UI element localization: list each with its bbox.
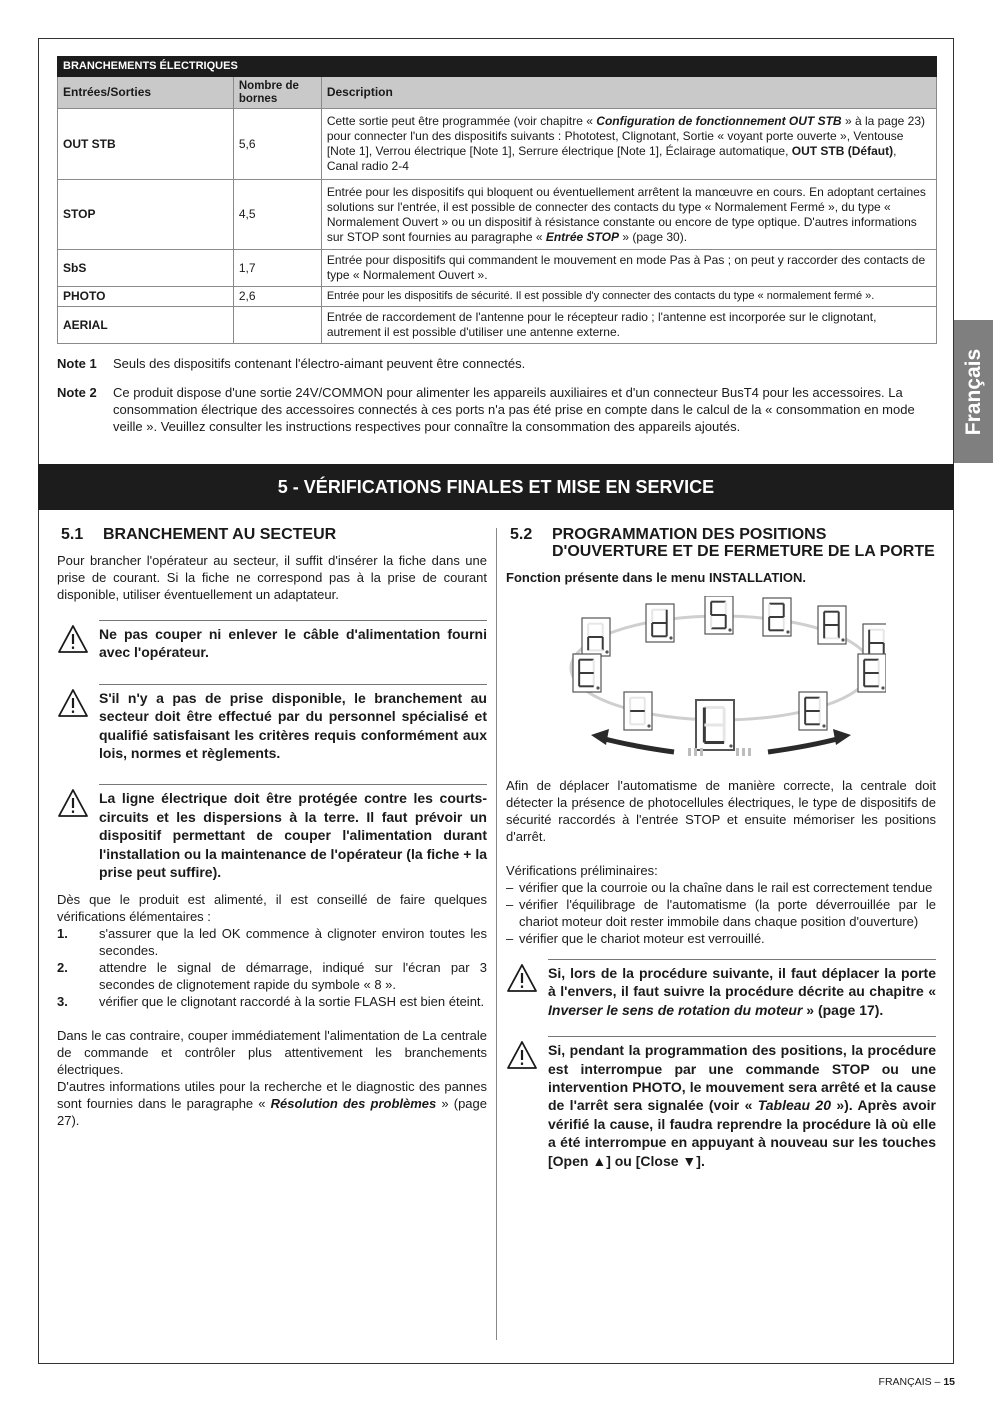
warning-text: Si, lors de la procédure suivante, il faut déplacer la porte à l'envers, il faut suivre la procédure décrite au chapitre « Inverser le sens de rotation du moteur » (page 17).	[548, 965, 936, 1018]
display-digit-9	[799, 692, 827, 730]
row-description: Entrée pour les dispositifs de sécurité. Il est possible d'y connecter des contacts du type « normalement fermé ».	[321, 287, 936, 307]
table-row	[58, 109, 937, 180]
row-terminals: 5,6	[233, 109, 321, 180]
list-item: – vérifier l'équilibrage de l'automatisme (la porte déverrouillée par le chariot moteur doit rester immobile dans chaque position d'ouverture)	[506, 897, 936, 929]
row-description: Entrée de raccordement de l'antenne pour le récepteur radio ; l'antenne est incorporée sur le clignotant, autrement il est possible d'utiliser une antenne externe.	[321, 307, 936, 344]
note-1	[57, 355, 937, 372]
section-5-1	[57, 526, 487, 1129]
display-digit-10	[858, 654, 886, 692]
warning-text: Ne pas couper ni enlever le câble d'alimentation fourni avec l'opérateur.	[99, 626, 487, 661]
section-5-2	[506, 526, 936, 1170]
left-arrow-icon	[601, 738, 674, 752]
row-description: Entrée pour dispositifs qui commandent le mouvement en mode Pas à Pas ; on peut y raccorder des contacts de type « Normalement Ouvert ».	[321, 250, 936, 287]
column-header-io: Entrées/Sorties	[58, 77, 234, 109]
list-item: 3. vérifier que le clignotant raccordé à la sortie FLASH est bien éteint.	[57, 994, 485, 1010]
table-row	[58, 307, 937, 344]
intro-paragraph: Pour brancher l'opérateur au secteur, il suffit d'insérer la fiche dans une prise de courant. Si la fiche ne correspond pas à la prise de courant disponible, utiliser éventuellement un adaptateur.	[57, 553, 487, 602]
note-label: Note 1	[57, 356, 97, 371]
page-number: 15	[943, 1376, 955, 1388]
page-footer: FRANÇAIS – 15	[878, 1376, 955, 1388]
warning-block	[99, 684, 487, 763]
row-terminals	[233, 307, 321, 344]
warning-icon	[506, 963, 538, 993]
display-digit-4	[818, 606, 846, 644]
left-arrowhead-icon	[591, 729, 609, 745]
row-terminals: 4,5	[233, 180, 321, 250]
column-divider	[496, 528, 497, 1340]
list-item: 2. attendre le signal de démarrage, indiqué sur l'écran par 3 secondes de clignotement rapide du symbole « 8 ».	[57, 960, 487, 993]
warning-block	[548, 959, 936, 1019]
column-header-terminals: Nombre de bornes	[233, 77, 321, 109]
warning-block	[99, 784, 487, 881]
language-tab-label: Français	[961, 348, 985, 435]
section-heading	[38, 464, 954, 510]
language-tab	[954, 320, 993, 463]
list-item: 1. s'assurer que la led OK commence à clignoter environ toutes les secondes.	[57, 926, 487, 959]
table-row	[58, 250, 937, 287]
row-name: STOP	[58, 180, 234, 250]
prelim-title: Vérifications préliminaires:	[506, 863, 658, 878]
display-digit-1	[646, 604, 674, 642]
section-5-2-heading	[506, 526, 936, 560]
function-note: Fonction présente dans le menu INSTALLATION.	[506, 570, 806, 585]
contrary-paragraph: Dans le cas contraire, couper immédiatement l'alimentation de La centrale de commande et contrôler plus attentivement les branchements électriques.	[57, 1028, 487, 1078]
list-item: – vérifier que le chariot moteur est verrouillé.	[506, 931, 765, 946]
column-header-description: Description	[321, 77, 936, 109]
section-5-1-heading	[57, 526, 487, 543]
display-digit-2	[705, 596, 733, 634]
row-name: SbS	[58, 250, 234, 287]
warning-text: S'il n'y a pas de prise disponible, le branchement au secteur doit être effectué par du personnel spécialisé et qualifié satisfaisant les critères requis conformément aux lois, normes et règlements.	[99, 689, 487, 762]
warning-icon	[57, 624, 89, 654]
connections-table	[57, 56, 937, 344]
row-terminals: 2,6	[233, 287, 321, 307]
table-row	[58, 180, 937, 250]
section-number: 5.1	[61, 526, 84, 543]
warning-block	[548, 1036, 936, 1170]
warning-block	[99, 620, 487, 662]
display-digit-6	[573, 654, 601, 692]
section-number: 5.2	[510, 526, 533, 543]
warning-text: Si, pendant la programmation des positions, la procédure est interrompue par une commande STOP ou une intervention PHOTO, le mouvement sera arrêté et la cause de l'arrêt sera signalée (voir « Tableau 20 »). Après avoir vérifié la cause, il faudra reprendre la procédure là où elle a été interrompue en appuyant à nouveau sur les touches [Open ▲] ou [Close ▼].	[548, 1042, 937, 1169]
row-terminals: 1,7	[233, 250, 321, 287]
row-name: AERIAL	[58, 307, 234, 344]
row-name: PHOTO	[58, 287, 234, 307]
right-arrowhead-icon	[833, 729, 851, 745]
note-2	[57, 384, 937, 435]
description-paragraph: Afin de déplacer l'automatisme de manière correcte, la centrale doit détecter la présence de photocellules électriques, le type de dispositifs de sécurité raccordés à l'entrée STOP et ensuite mémoriser les positions d'arrêt.	[506, 778, 936, 844]
checks-list	[57, 925, 487, 1010]
row-description: Entrée pour les dispositifs qui bloquent ou éventuellement arrêtent la manœuvre en cours. En adoptant certaines solutions sur l'entrée, il est possible de connecter des contacts du type « Normalement Fermé », du type « Normalement Ouvert » ou un dispositif à résistance constante ou encore de type optique. D'autres informations sur STOP sont fournies au paragraphe « Entrée STOP » (page 30).	[321, 180, 936, 250]
row-description: Cette sortie peut être programmée (voir chapitre « Configuration de fonctionnement OUT STB » à la page 23) pour connecter l'un des dispositifs suivants : Phototest, Clignotant, Sortie « voyant porte ouverte », Ventouse [Note 1], Verrou électrique [Note 1], Serrure électrique [Note 1], Éclairage automatique, OUT STB (Défaut), Canal radio 2-4	[321, 109, 936, 180]
warning-icon	[57, 688, 89, 718]
section-title: 5 - VÉRIFICATIONS FINALES ET MISE EN SERVICE	[277, 476, 715, 497]
section-heading-text: PROGRAMMATION DES POSITIONS D'OUVERTURE ET DE FERMETURE DE LA PORTE	[552, 526, 935, 560]
more-info-paragraph: D'autres informations utiles pour la recherche et le diagnostic des pannes sont fournies dans le paragraphe « Résolution des problèmes » (page 27).	[57, 1079, 487, 1129]
warning-icon	[506, 1040, 538, 1070]
prelim-list	[506, 879, 936, 947]
close-key: [Close ▼]	[635, 1152, 701, 1169]
table-title: BRANCHEMENTS ÉLECTRIQUES	[58, 57, 937, 77]
note-label: Note 2	[57, 385, 97, 400]
table-row	[58, 287, 937, 307]
row-name: OUT STB	[58, 109, 234, 180]
note-text: Ce produit dispose d'une sortie 24V/COMMON pour alimenter les appareils auxiliaires et d'un connecteur BusT4 pour les accessoires. La consommation électrique des accessoires connectés à ces ports n'a pas été prise en compte dans le calcul de la « consommation en mode veille ». Veuillez consulter les instructions respectives pour connaître la consommation des appareils ajoutés.	[113, 385, 915, 434]
display-digit-7	[624, 692, 652, 730]
checks-intro: Dès que le produit est alimenté, il est conseillé de faire quelques vérifications élémentaires :	[57, 892, 487, 925]
note-text: Seuls des dispositifs contenant l'électro-aimant peuvent être connectés.	[113, 356, 526, 371]
warning-text: La ligne électrique doit être protégée contre les courts-circuits et les dispersions à la terre. Il faut prévoir un dispositif permettant de couper l'alimentation durant l'installation ou la maintenance de l'opérateur (la fiche + la prise peut suffire).	[99, 790, 487, 881]
display-digit-8	[696, 700, 734, 750]
display-digit-3	[763, 598, 791, 636]
right-arrow-icon	[768, 738, 841, 752]
display-digit-0	[582, 618, 610, 656]
list-item: – vérifier que la courroie ou la chaîne dans le rail est correctement tendue	[506, 880, 933, 895]
display-sequence-diagram	[556, 596, 886, 766]
open-key: [Open ▲]	[548, 1152, 611, 1169]
warning-icon	[57, 788, 89, 818]
section-heading-text: BRANCHEMENT AU SECTEUR	[103, 526, 337, 543]
